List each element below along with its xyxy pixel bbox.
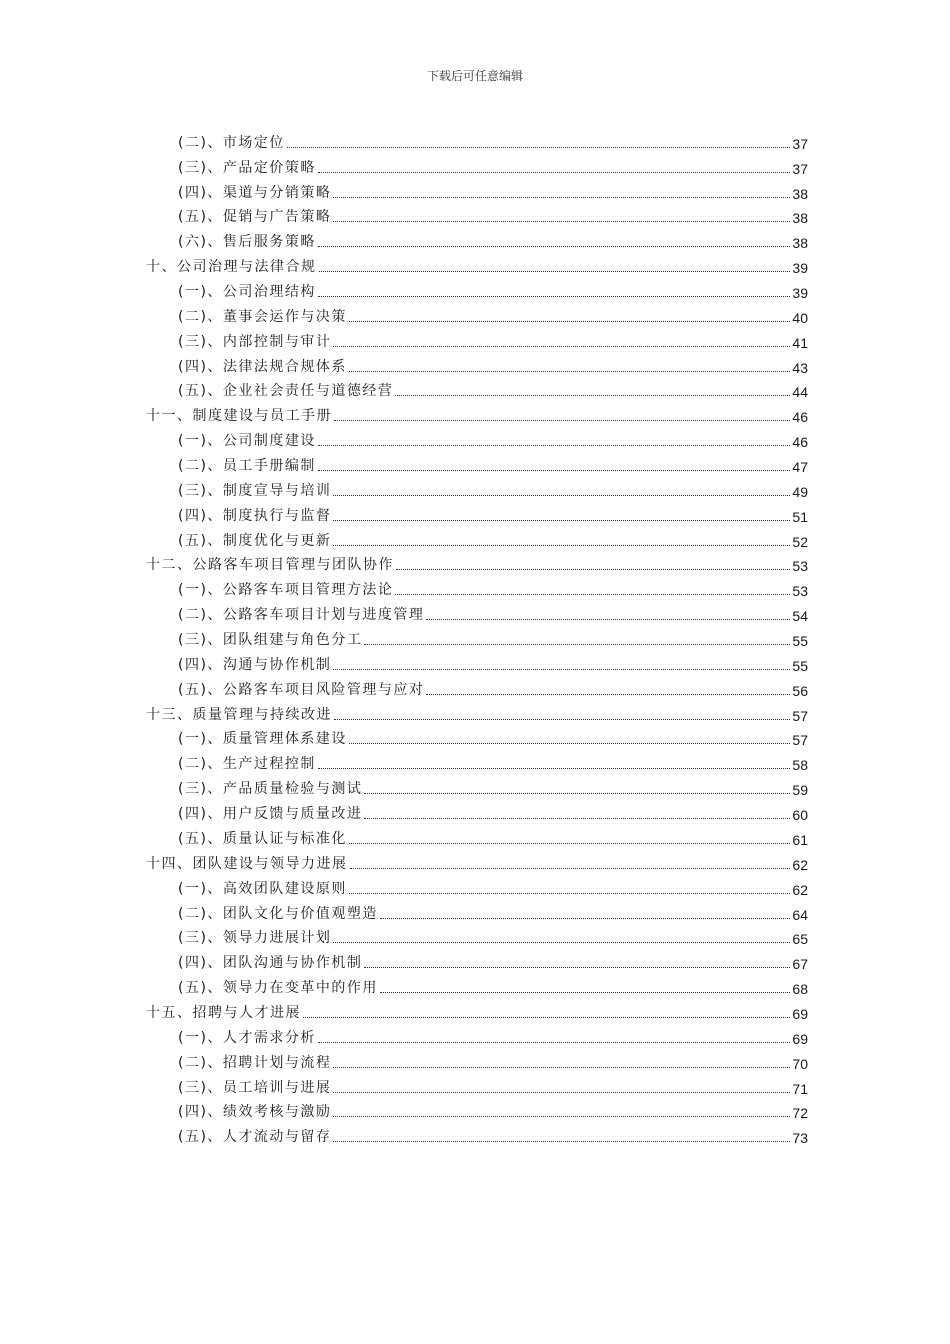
toc-dot-leader xyxy=(333,669,790,670)
toc-dot-leader xyxy=(318,470,790,471)
toc-page-number: 69 xyxy=(792,1005,808,1022)
toc-entry-title: (一)、公路客车项目管理方法论 xyxy=(178,582,394,599)
toc-page-number: 55 xyxy=(792,657,808,674)
toc-entry-title: (二)、招聘计划与流程 xyxy=(178,1054,332,1071)
toc-dot-leader xyxy=(318,1042,790,1043)
toc-section-entry[interactable] xyxy=(146,798,808,823)
toc-entry-title: (三)、领导力进展计划 xyxy=(178,930,332,947)
toc-page-number: 41 xyxy=(792,334,808,351)
toc-page-number: 69 xyxy=(792,1030,808,1047)
toc-page-number: 53 xyxy=(792,583,808,600)
toc-dot-leader xyxy=(319,271,791,272)
toc-page-number: 53 xyxy=(792,558,808,575)
toc-entry-title: (五)、企业社会责任与道德经营 xyxy=(178,383,394,400)
toc-entry-title: (五)、领导力在变革中的作用 xyxy=(178,980,378,997)
toc-section-entry[interactable] xyxy=(146,276,808,301)
toc-entry-title: 十二、公路客车项目管理与团队协作 xyxy=(146,557,394,574)
toc-entry-title: 十五、招聘与人才进展 xyxy=(146,1004,301,1021)
toc-section-entry[interactable] xyxy=(146,127,808,152)
toc-dot-leader xyxy=(333,1116,790,1117)
toc-dot-leader xyxy=(333,520,790,521)
table-of-contents xyxy=(146,127,808,1146)
toc-entry-title: (四)、团队沟通与协作机制 xyxy=(178,955,363,972)
toc-dot-leader xyxy=(333,495,790,496)
toc-dot-leader xyxy=(318,246,790,247)
toc-entry-title: (五)、促销与广告策略 xyxy=(178,209,332,226)
toc-page-number: 46 xyxy=(792,434,808,451)
toc-dot-leader xyxy=(333,942,790,943)
toc-section-entry[interactable] xyxy=(146,923,808,948)
toc-section-entry[interactable] xyxy=(146,748,808,773)
toc-entry-title: 十一、制度建设与员工手册 xyxy=(146,408,332,425)
toc-section-entry[interactable] xyxy=(146,301,808,326)
toc-entry-title: (四)、绩效考核与激励 xyxy=(178,1104,332,1121)
toc-page-number: 40 xyxy=(792,309,808,326)
toc-dot-leader xyxy=(333,1141,790,1142)
toc-chapter-entry[interactable] xyxy=(146,699,808,724)
toc-dot-leader xyxy=(364,644,790,645)
toc-dot-leader xyxy=(333,221,790,222)
toc-page-number: 37 xyxy=(792,160,808,177)
toc-dot-leader xyxy=(333,197,790,198)
toc-chapter-entry[interactable] xyxy=(146,550,808,575)
toc-entry-title: 十、公司治理与法律合规 xyxy=(146,259,317,276)
toc-page-number: 57 xyxy=(792,732,808,749)
toc-dot-leader xyxy=(334,420,790,421)
toc-dot-leader xyxy=(303,1017,790,1018)
toc-entry-title: (三)、员工培训与进展 xyxy=(178,1079,332,1096)
toc-entry-title: 十四、团队建设与领导力进展 xyxy=(146,855,348,872)
toc-page-number: 43 xyxy=(792,359,808,376)
toc-section-entry[interactable] xyxy=(146,450,808,475)
toc-section-entry[interactable] xyxy=(146,724,808,749)
toc-entry-title: (四)、渠道与分销策略 xyxy=(178,184,332,201)
toc-entry-title: (二)、董事会运作与决策 xyxy=(178,308,347,325)
toc-dot-leader xyxy=(364,818,790,819)
page-header: 下载后可任意编辑 xyxy=(426,69,523,83)
toc-page-number: 59 xyxy=(792,782,808,799)
toc-dot-leader xyxy=(318,296,790,297)
toc-dot-leader xyxy=(349,743,790,744)
toc-dot-leader xyxy=(364,793,790,794)
toc-section-entry[interactable] xyxy=(146,972,808,997)
toc-page-number: 38 xyxy=(792,235,808,252)
toc-entry-title: (二)、公路客车项目计划与进度管理 xyxy=(178,607,425,624)
toc-entry-title: (二)、团队文化与价值观塑造 xyxy=(178,905,378,922)
toc-dot-leader xyxy=(333,346,790,347)
toc-entry-title: (五)、公路客车项目风险管理与应对 xyxy=(178,681,425,698)
toc-section-entry[interactable] xyxy=(146,1047,808,1072)
toc-page-number: 60 xyxy=(792,807,808,824)
toc-page-number: 56 xyxy=(792,682,808,699)
toc-section-entry[interactable] xyxy=(146,425,808,450)
toc-section-entry[interactable] xyxy=(146,947,808,972)
toc-entry-title: (一)、公司制度建设 xyxy=(178,433,316,450)
toc-section-entry[interactable] xyxy=(146,351,808,376)
toc-dot-leader xyxy=(349,371,790,372)
toc-entry-title: (四)、法律法规合规体系 xyxy=(178,358,347,375)
toc-page-number: 51 xyxy=(792,508,808,525)
toc-section-entry[interactable] xyxy=(146,500,808,525)
toc-dot-leader xyxy=(349,893,790,894)
toc-page-number: 39 xyxy=(792,260,808,277)
toc-dot-leader xyxy=(364,967,790,968)
toc-entry-title: (一)、质量管理体系建设 xyxy=(178,731,347,748)
toc-section-entry[interactable] xyxy=(146,574,808,599)
toc-page-number: 55 xyxy=(792,633,808,650)
toc-section-entry[interactable] xyxy=(146,177,808,202)
toc-entry-title: (四)、用户反馈与质量改进 xyxy=(178,806,363,823)
toc-dot-leader xyxy=(349,321,790,322)
toc-page-number: 47 xyxy=(792,459,808,476)
toc-page-number: 68 xyxy=(792,981,808,998)
toc-entry-title: (五)、人才流动与留存 xyxy=(178,1129,332,1146)
toc-section-entry[interactable] xyxy=(146,1097,808,1122)
toc-entry-title: (五)、制度优化与更新 xyxy=(178,532,332,549)
toc-section-entry[interactable] xyxy=(146,624,808,649)
toc-entry-title: (三)、制度宣导与培训 xyxy=(178,482,332,499)
toc-section-entry[interactable] xyxy=(146,898,808,923)
toc-entry-title: (二)、员工手册编制 xyxy=(178,458,316,475)
toc-dot-leader xyxy=(333,1067,790,1068)
toc-dot-leader xyxy=(396,569,790,570)
toc-entry-title: (三)、内部控制与审计 xyxy=(178,333,332,350)
toc-chapter-entry[interactable] xyxy=(146,251,808,276)
toc-page-number: 62 xyxy=(792,881,808,898)
toc-entry-title: (三)、产品质量检验与测试 xyxy=(178,781,363,798)
toc-section-entry[interactable] xyxy=(146,525,808,550)
toc-dot-leader xyxy=(287,147,790,148)
toc-page-number: 73 xyxy=(792,1130,808,1147)
toc-section-entry[interactable] xyxy=(146,873,808,898)
toc-dot-leader xyxy=(426,694,790,695)
toc-dot-leader xyxy=(395,594,790,595)
toc-dot-leader xyxy=(380,992,790,993)
toc-page-number: 65 xyxy=(792,931,808,948)
toc-entry-title: (六)、售后服务策略 xyxy=(178,234,316,251)
toc-page-number: 72 xyxy=(792,1105,808,1122)
toc-section-entry[interactable] xyxy=(146,1072,808,1097)
toc-dot-leader xyxy=(350,868,791,869)
toc-entry-title: (三)、产品定价策略 xyxy=(178,159,316,176)
toc-page-number: 52 xyxy=(792,533,808,550)
toc-page-number: 58 xyxy=(792,757,808,774)
toc-section-entry[interactable] xyxy=(146,475,808,500)
toc-chapter-entry[interactable] xyxy=(146,997,808,1022)
toc-section-entry[interactable] xyxy=(146,326,808,351)
toc-page-number: 67 xyxy=(792,956,808,973)
toc-dot-leader xyxy=(318,172,790,173)
toc-dot-leader xyxy=(318,445,790,446)
toc-page-number: 39 xyxy=(792,285,808,302)
toc-section-entry[interactable] xyxy=(146,152,808,177)
toc-section-entry[interactable] xyxy=(146,823,808,848)
toc-page-number: 54 xyxy=(792,608,808,625)
toc-chapter-entry[interactable] xyxy=(146,848,808,873)
toc-section-entry[interactable] xyxy=(146,599,808,624)
toc-section-entry[interactable] xyxy=(146,1022,808,1047)
toc-section-entry[interactable] xyxy=(146,1121,808,1146)
toc-entry-title: (五)、质量认证与标准化 xyxy=(178,830,347,847)
toc-page-number: 37 xyxy=(792,135,808,152)
toc-page-number: 64 xyxy=(792,906,808,923)
toc-page-number: 46 xyxy=(792,409,808,426)
toc-dot-leader xyxy=(349,843,790,844)
toc-entry-title: (一)、公司治理结构 xyxy=(178,284,316,301)
toc-entry-title: (二)、市场定位 xyxy=(178,134,285,151)
toc-dot-leader xyxy=(334,719,790,720)
toc-dot-leader xyxy=(333,545,790,546)
toc-page-number: 44 xyxy=(792,384,808,401)
toc-section-entry[interactable] xyxy=(146,649,808,674)
toc-entry-title: (四)、制度执行与监督 xyxy=(178,507,332,524)
toc-page-number: 49 xyxy=(792,483,808,500)
toc-dot-leader xyxy=(426,619,790,620)
toc-page-number: 38 xyxy=(792,210,808,227)
toc-section-entry[interactable] xyxy=(146,226,808,251)
toc-entry-title: (一)、高效团队建设原则 xyxy=(178,880,347,897)
toc-page-number: 70 xyxy=(792,1055,808,1072)
toc-dot-leader xyxy=(318,768,790,769)
toc-section-entry[interactable] xyxy=(146,376,808,401)
toc-section-entry[interactable] xyxy=(146,674,808,699)
toc-entry-title: 十三、质量管理与持续改进 xyxy=(146,706,332,723)
toc-page-number: 61 xyxy=(792,831,808,848)
toc-page-number: 38 xyxy=(792,185,808,202)
toc-entry-title: (三)、团队组建与角色分工 xyxy=(178,632,363,649)
toc-dot-leader xyxy=(395,395,790,396)
toc-chapter-entry[interactable] xyxy=(146,400,808,425)
toc-entry-title: (四)、沟通与协作机制 xyxy=(178,656,332,673)
toc-entry-title: (二)、生产过程控制 xyxy=(178,756,316,773)
toc-dot-leader xyxy=(333,1092,790,1093)
toc-page-number: 57 xyxy=(792,707,808,724)
toc-entry-title: (一)、人才需求分析 xyxy=(178,1029,316,1046)
toc-page-number: 62 xyxy=(792,856,808,873)
toc-page-number: 71 xyxy=(792,1080,808,1097)
toc-section-entry[interactable] xyxy=(146,202,808,227)
toc-dot-leader xyxy=(380,918,790,919)
toc-section-entry[interactable] xyxy=(146,773,808,798)
